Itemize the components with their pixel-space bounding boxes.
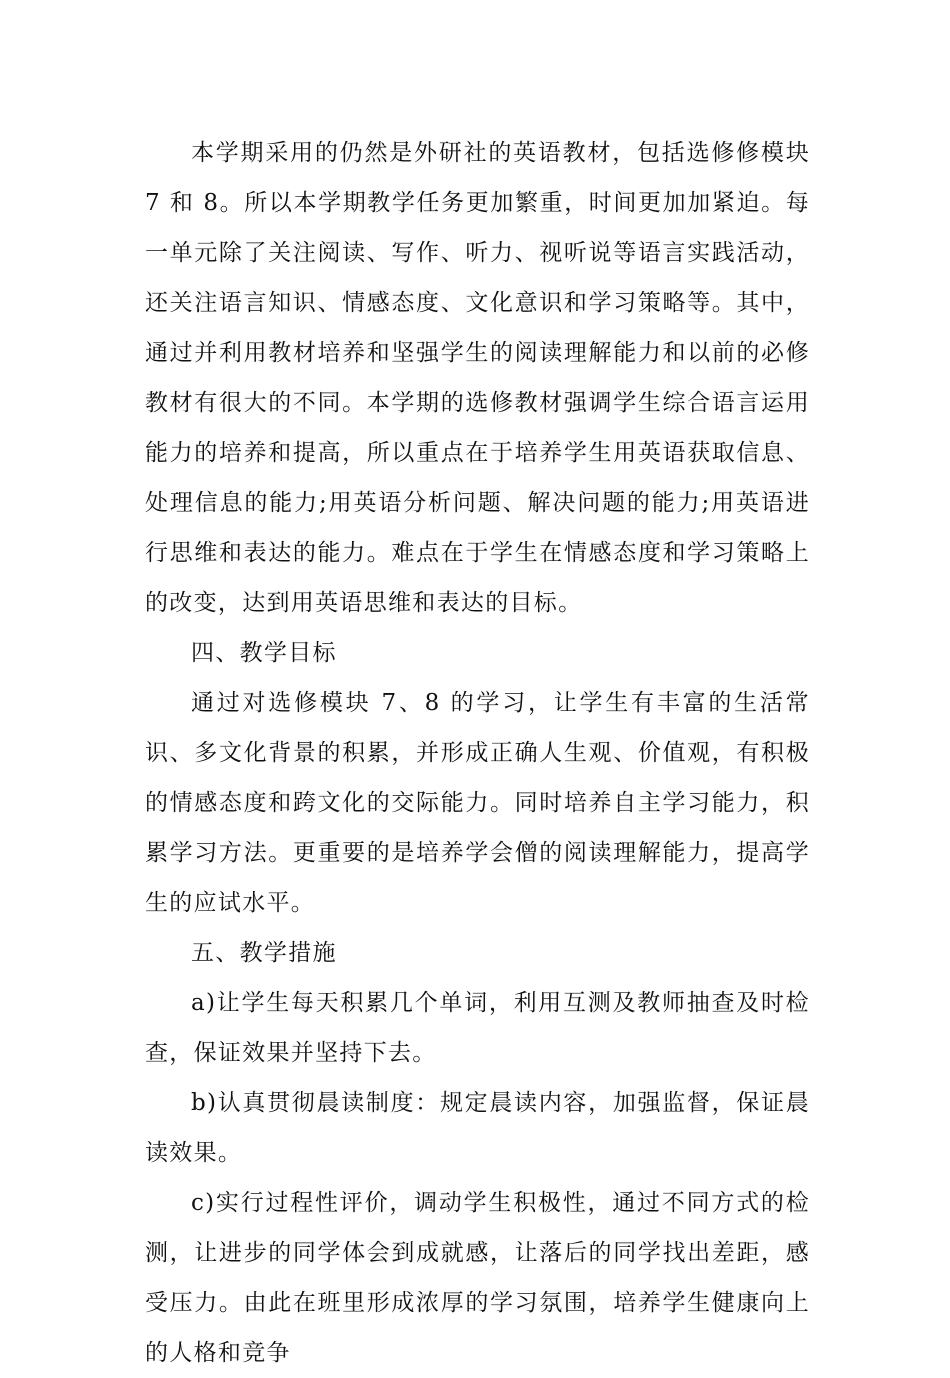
- paragraph-textbook-overview: 本学期采用的仍然是外研社的英语教材，包括选修修模块 7 和 8。所以本学期教学任务更加繁重，时间更加加紧迫。每一单元除了关注阅读、写作、听力、视听说等语言实践活动，还关注语言知识、情感态度、文化意识和学习策略等。其中，通过并利用教材培养和坚强学生的阅读理解能力和以前的必修教材有很大的不同。本学期的选修教材强调学生综合语言运用能力的培养和提高，所以重点在于培养学生用英语获取信息、处理信息的能力;用英语分析问题、解决问题的能力;用英语进行思维和表达的能力。难点在于学生在情感态度和学习策略上的改变，达到用英语思维和表达的目标。: [145, 140, 810, 616]
- section-heading-teaching-measures: 五、教学措施: [191, 940, 337, 966]
- measure-item-c: c)实行过程性评价，调动学生积极性，通过不同方式的检测，让进步的同学体会到成就感，让落后的同学找出差距，感受压力。由此在班里形成浓厚的学习氛围，培养学生健康向上的人格和竞争: [145, 1190, 810, 1366]
- measure-item-b: b)认真贯彻晨读制度：规定晨读内容，加强监督，保证晨读效果。: [145, 1090, 810, 1166]
- document-body: [145, 128, 810, 1378]
- section-heading-teaching-goals: 四、教学目标: [191, 640, 337, 666]
- measure-item-a: a)让学生每天积累几个单词，利用互测及教师抽查及时检查，保证效果并坚持下去。: [145, 990, 810, 1066]
- paragraph-teaching-goals: 通过对选修模块 7、8 的学习，让学生有丰富的生活常识、多文化背景的积累，并形成正确人生观、价值观，有积极的情感态度和跨文化的交际能力。同时培养自主学习能力，积累学习方法。更重要的是培养学会僧的阅读理解能力，提高学生的应试水平。: [145, 690, 810, 916]
